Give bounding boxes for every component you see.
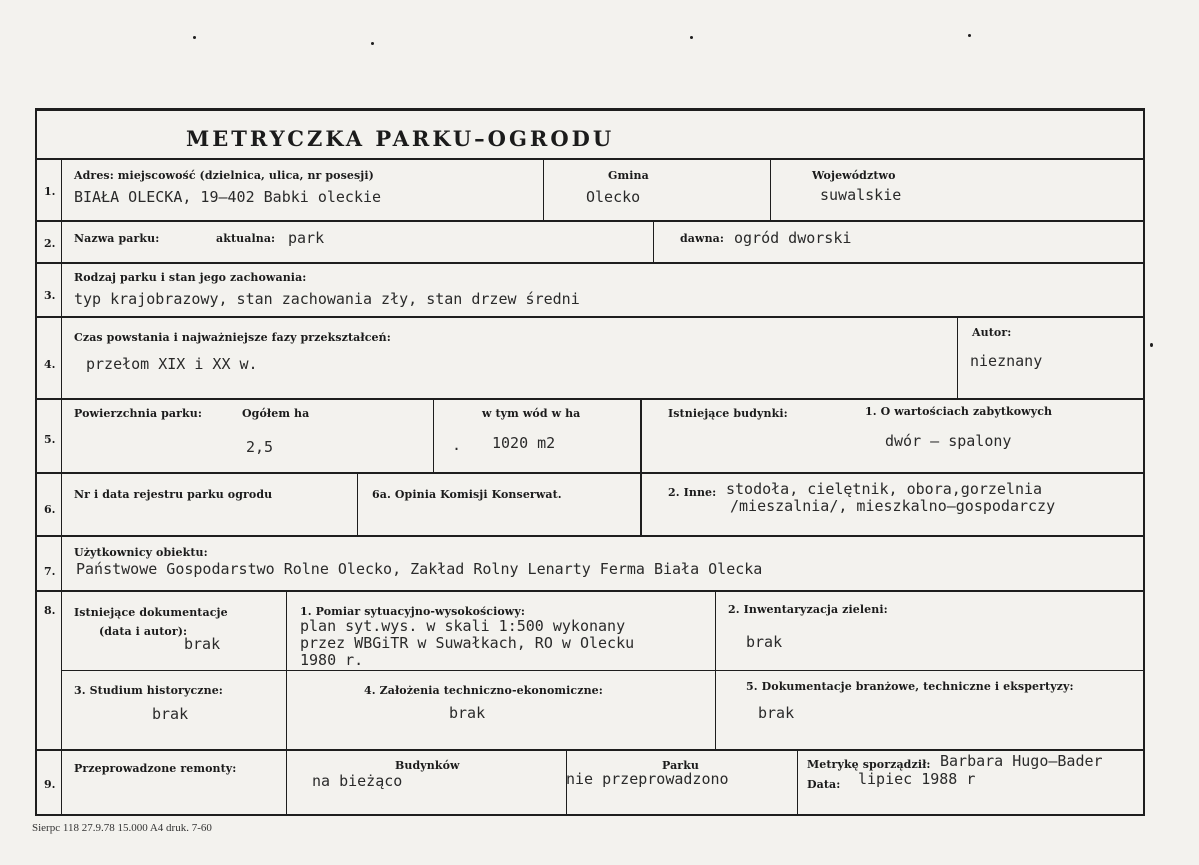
- date-label: Data:: [807, 778, 841, 791]
- row-number-6: 6.: [44, 503, 56, 516]
- other-buildings-value-1: stodoła, cielętnik, obora,gorzelnia: [726, 480, 1043, 498]
- water-area-value: 1020 m2: [492, 434, 556, 452]
- frame-top: [35, 108, 1145, 111]
- current-name-value: park: [288, 229, 325, 247]
- users-label: Użytkownicy obiektu:: [74, 546, 208, 559]
- row-line-1: [35, 158, 1145, 160]
- register-label: Nr i data rejestru parku ogrodu: [74, 488, 273, 501]
- opinion-label: 6a. Opinia Komisji Konserwat.: [372, 488, 562, 501]
- origin-label: Czas powstania i najważniejsze fazy przekształceń:: [74, 331, 391, 344]
- former-name-label: dawna:: [680, 232, 725, 245]
- row-line-5: [35, 398, 1145, 400]
- address-value: BIAŁA OLECKA, 19–402 Babki oleckie: [74, 188, 382, 206]
- author-value: nieznany: [970, 352, 1043, 370]
- park-type-label: Rodzaj parku i stan jego zachowania:: [74, 271, 307, 284]
- number-column-line: [61, 158, 62, 816]
- documentation-sub-label: (data i autor):: [99, 625, 188, 638]
- total-area-value: 2,5: [246, 438, 274, 456]
- row-line-3: [35, 262, 1145, 264]
- address-label: Adres: miejscowość (dzielnica, ulica, nr posesji): [74, 169, 374, 182]
- area-label: Powierzchnia parku:: [74, 407, 203, 420]
- greenery-label: 2. Inwentaryzacja zieleni:: [728, 603, 888, 616]
- divider-r5-a: [433, 398, 434, 472]
- park-name-label: Nazwa parku:: [74, 232, 160, 245]
- survey-value-2: przez WBGiTR w Suwałkach, RO w Olecku: [300, 634, 635, 652]
- row-number-7: 7.: [44, 565, 56, 578]
- branch-docs-label: 5. Dokumentacje branżowe, techniczne i ekspertyzy:: [746, 680, 1074, 693]
- divider-r8-a: [286, 590, 287, 815]
- documentation-value: brak: [184, 635, 221, 653]
- users-value: Państwowe Gospodarstwo Rolne Olecko, Zakład Rolny Lenarty Ferma Biała Olecka: [76, 560, 763, 578]
- row-line-2: [35, 220, 1145, 222]
- voivodeship-label: Województwo: [812, 169, 896, 182]
- row-number-9: 9.: [44, 778, 56, 791]
- historical-study-label: 3. Studium historyczne:: [74, 684, 223, 697]
- row-line-4: [35, 316, 1145, 318]
- park-repairs-value: nie przeprowadzono: [566, 770, 729, 788]
- row-number-1: 1.: [44, 185, 56, 198]
- row-number-4: 4.: [44, 358, 56, 371]
- divider-r9-b: [797, 749, 798, 815]
- row-line-8b: [61, 670, 1145, 671]
- row-number-2: 2.: [44, 237, 56, 250]
- divider-r1-b: [770, 158, 771, 220]
- row-line-7: [35, 535, 1145, 537]
- other-buildings-label: 2. Inne:: [668, 486, 717, 499]
- gmina-label: Gmina: [608, 169, 649, 182]
- origin-value: przełom XIX i XX w.: [86, 355, 258, 373]
- card-title: METRYCZKA PARKU–OGRODU: [186, 126, 615, 151]
- total-area-label: Ogółem ha: [242, 407, 310, 420]
- row-number-8: 8.: [44, 604, 56, 617]
- park-repairs-label: Parku: [662, 759, 700, 772]
- tech-economic-label: 4. Założenia techniczno-ekonomiczne:: [364, 684, 603, 697]
- row-line-8: [35, 590, 1145, 592]
- frame-right: [1143, 108, 1145, 816]
- print-note: Sierpc 118 27.9.78 15.000 A4 druk. 7-60: [32, 822, 212, 834]
- documentation-label: Istniejące dokumentacje: [74, 606, 228, 619]
- divider-r5-b: [640, 398, 642, 535]
- scan-speck-5: [1150, 343, 1153, 347]
- valuable-buildings-label: 1. O wartościach zabytkowych: [865, 405, 1053, 418]
- water-area-dot: .: [452, 436, 462, 454]
- park-type-value: typ krajobrazowy, stan zachowania zły, stan drzew średni: [74, 290, 580, 308]
- survey-value-1: plan syt.wys. w skali 1:500 wykonany: [300, 617, 626, 635]
- scan-speck-3: [690, 36, 693, 39]
- survey-label: 1. Pomiar sytuacyjno-wysokościowy:: [300, 605, 526, 618]
- divider-r2: [653, 220, 654, 262]
- former-name-value: ogród dworski: [734, 229, 852, 247]
- scan-speck-1: [193, 36, 196, 39]
- date-value: lipiec 1988 r: [858, 770, 976, 788]
- other-buildings-value-2: /mieszalnia/, mieszkalno–gospodarczy: [730, 497, 1056, 515]
- survey-value-3: 1980 r.: [300, 651, 364, 669]
- frame-left: [35, 108, 37, 816]
- historical-study-value: brak: [152, 705, 189, 723]
- valuable-buildings-value: dwór – spalony: [885, 432, 1012, 450]
- row-line-6: [35, 472, 1145, 474]
- divider-r1-a: [543, 158, 544, 220]
- row-number-3: 3.: [44, 289, 56, 302]
- row-line-9: [35, 749, 1145, 751]
- greenery-value: brak: [746, 633, 783, 651]
- buildings-repairs-value: na bieżąco: [312, 772, 403, 790]
- water-area-label: w tym wód w ha: [482, 407, 581, 420]
- divider-r8-b: [715, 590, 716, 749]
- made-by-label: Metrykę sporządził:: [807, 758, 931, 771]
- divider-r6: [357, 472, 358, 535]
- tech-economic-value: brak: [449, 704, 486, 722]
- voivodeship-value: suwalskie: [820, 186, 902, 204]
- branch-docs-value: brak: [758, 704, 795, 722]
- divider-r4: [957, 316, 958, 398]
- made-by-value: Barbara Hugo–Bader: [940, 752, 1103, 770]
- frame-bottom: [35, 814, 1145, 816]
- repairs-label: Przeprowadzone remonty:: [74, 762, 237, 775]
- buildings-repairs-label: Budynków: [395, 759, 460, 772]
- author-label: Autor:: [972, 326, 1012, 339]
- scan-speck-2: [371, 42, 374, 45]
- gmina-value: Olecko: [586, 188, 641, 206]
- row-number-5: 5.: [44, 433, 56, 446]
- current-name-label: aktualna:: [216, 232, 276, 245]
- scan-speck-4: [968, 34, 971, 37]
- buildings-label: Istniejące budynki:: [668, 407, 788, 420]
